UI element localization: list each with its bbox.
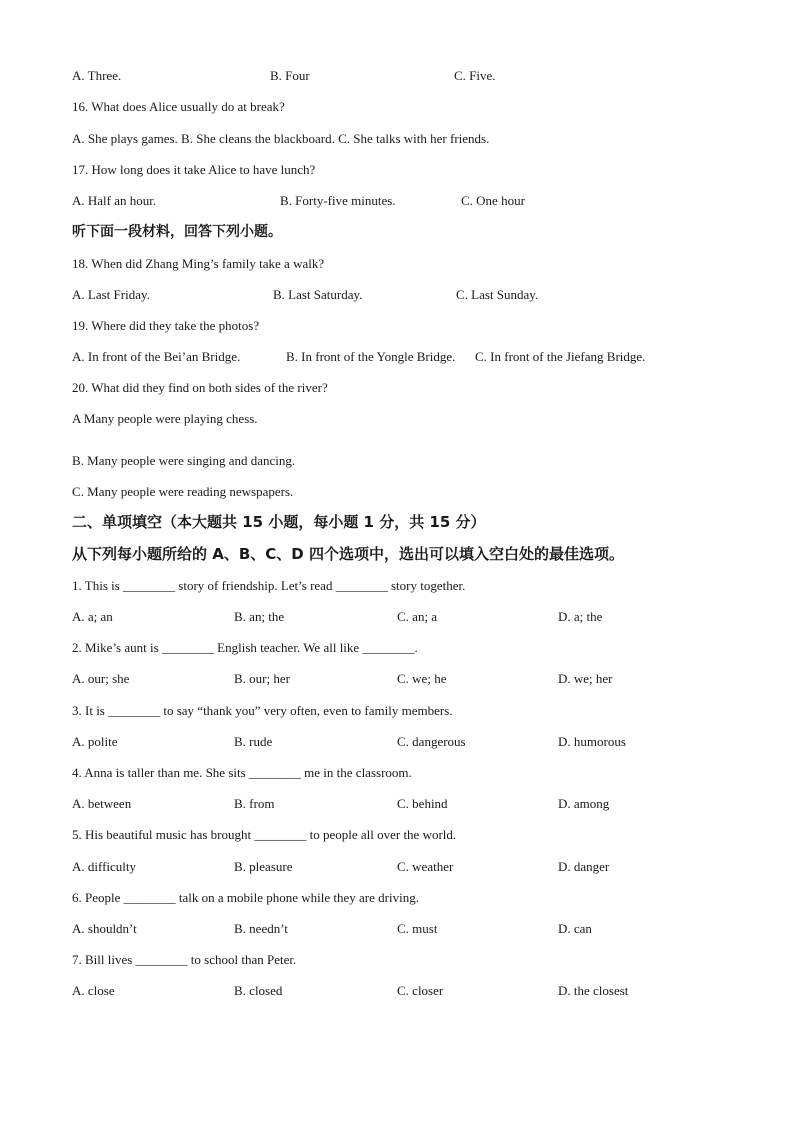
sc-q2-option-c: C. we; he — [397, 671, 447, 686]
sc-q4-stem: 4. Anna is taller than me. She sits ________ me in the classroom. — [72, 765, 412, 780]
sc-q6-stem: 6. People ________ talk on a mobile phone while they are driving. — [72, 890, 419, 905]
q18-stem: 18. When did Zhang Ming’s family take a walk? — [72, 256, 325, 271]
section-title: 二、单项填空（本大题共 15 小题，每小题 1 分，共 15 分） — [72, 513, 486, 531]
q16-options: A. She plays games. B. She cleans the blackboard. C. She talks with her friends. — [72, 131, 490, 146]
sc-q6-option-b: B. needn’t — [234, 921, 288, 936]
sc-q6-option-c: C. must — [397, 921, 438, 936]
sc-q1-stem: 1. This is ________ story of friendship. Let’s read ________ story together. — [72, 578, 466, 593]
sc-q7-option-a: A. close — [72, 983, 115, 998]
sc-q7-option-d: D. the closest — [558, 983, 629, 998]
q19-stem: 19. Where did they take the photos? — [72, 318, 260, 333]
sc-q2-stem: 2. Mike’s aunt is ________ English teacher. We all like ________. — [72, 640, 418, 655]
q17-option-b: B. Forty-five minutes. — [280, 193, 396, 208]
q15-option-c: C. Five. — [454, 68, 496, 83]
sc-q5-option-d: D. danger — [558, 859, 610, 874]
q17-option-c: C. One hour — [461, 193, 525, 208]
sc-q4-option-d: D. among — [558, 796, 610, 811]
sc-q1-option-b: B. an; the — [234, 609, 285, 624]
sc-q7-stem: 7. Bill lives ________ to school than Peter. — [72, 952, 297, 967]
sc-q1-option-c: C. an; a — [397, 609, 438, 624]
q15-option-b: B. Four — [270, 68, 310, 83]
sc-q6-option-a: A. shouldn’t — [72, 921, 137, 936]
sc-q2-option-a: A. our; she — [72, 671, 130, 686]
sc-q4-option-b: B. from — [234, 796, 275, 811]
sc-q4-option-c: C. behind — [397, 796, 448, 811]
q20-stem: 20. What did they find on both sides of the river? — [72, 380, 328, 395]
q19-option-a: A. In front of the Bei’an Bridge. — [72, 349, 241, 364]
sc-q7-option-c: C. closer — [397, 983, 444, 998]
q18-option-c: C. Last Sunday. — [456, 287, 539, 302]
sc-q7-option-b: B. closed — [234, 983, 283, 998]
sc-q5-option-c: C. weather — [397, 859, 454, 874]
q19-option-c: C. In front of the Jiefang Bridge. — [475, 349, 646, 364]
sc-q5-option-a: A. difficulty — [72, 859, 137, 874]
q20-option-c: C. Many people were reading newspapers. — [72, 484, 294, 499]
sc-q3-option-b: B. rude — [234, 734, 273, 749]
sc-q5-stem: 5. His beautiful music has brought ________ to people all over the world. — [72, 827, 457, 842]
q20-option-b: B. Many people were singing and dancing. — [72, 453, 296, 468]
sc-q1-option-a: A. a; an — [72, 609, 113, 624]
q18-option-b: B. Last Saturday. — [273, 287, 363, 302]
sc-q6-option-d: D. can — [558, 921, 592, 936]
sc-q3-option-a: A. polite — [72, 734, 118, 749]
q15-option-a: A. Three. — [72, 68, 122, 83]
sc-q2-option-d: D. we; her — [558, 671, 613, 686]
section-instruction: 从下列每小题所给的 A、B、C、D 四个选项中，选出可以填入空白处的最佳选项。 — [72, 545, 624, 563]
sc-q3-stem: 3. It is ________ to say “thank you” very often, even to family members. — [72, 703, 453, 718]
q19-option-b: B. In front of the Yongle Bridge. — [286, 349, 456, 364]
sc-q4-option-a: A. between — [72, 796, 132, 811]
q17-option-a: A. Half an hour. — [72, 193, 157, 208]
sc-q1-option-d: D. a; the — [558, 609, 603, 624]
listening-instruction: 听下面一段材料，回答下列小题。 — [72, 224, 282, 240]
q18-option-a: A. Last Friday. — [72, 287, 150, 302]
sc-q2-option-b: B. our; her — [234, 671, 290, 686]
q20-option-a: A Many people were playing chess. — [72, 411, 258, 426]
q16-stem: 16. What does Alice usually do at break? — [72, 99, 285, 114]
sc-q3-option-c: C. dangerous — [397, 734, 466, 749]
q17-stem: 17. How long does it take Alice to have lunch? — [72, 162, 316, 177]
sc-q3-option-d: D. humorous — [558, 734, 626, 749]
sc-q5-option-b: B. pleasure — [234, 859, 293, 874]
